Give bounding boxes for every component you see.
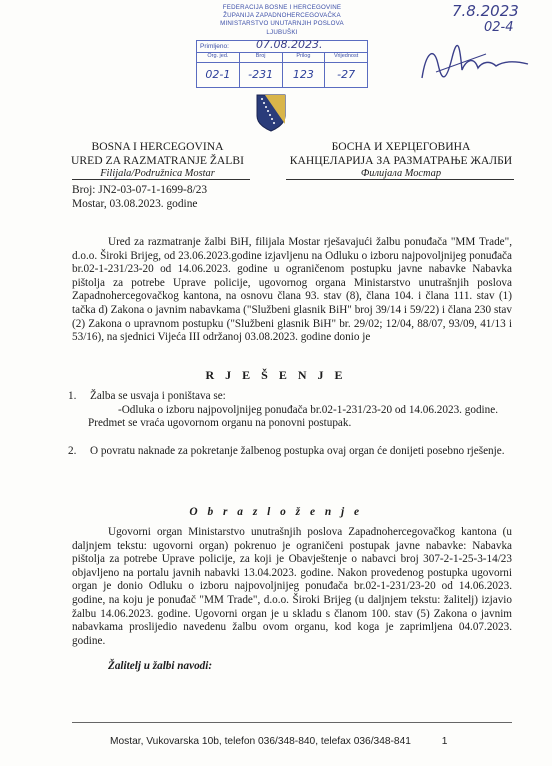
decision-title: R J E Š E N J E [205,368,347,382]
stamp-values [197,62,367,88]
item-number: 1. [68,390,77,402]
page-number: 1 [441,736,448,747]
stamp-line: LJUBUŠKI [266,28,298,36]
stamp-received-date: 07.08.2023. [256,38,323,51]
header-branch: Filijala/Podružnica Mostar [100,168,215,179]
header-branch-cyrillic: Филијала Мостар [360,168,442,179]
intro-paragraph: Ured za razmatranje žalbi BiH, filijala Mostar rješavajući žalbu ponuđača "MM Trade", d.o.o. Široki Brijeg, od 23.06.2023.godine izjavljenu na Odluku o izboru najpovoljnijeg ponuđača br.02-1-231/23-20 od 14.06.2023. godine u ograničenom postupku javne nabavke Nabavka pištolja za potrebe Uprave policije, ugovornog organa Ministarstvo unutrašnjih poslova Zapadnohercegovačkog kantona, na osnovu člana 93. stav (8), člana 104. i člana 111. stav (1) tačka d) Zakona o javnim nabavkama ("Službeni glasnik BiH" broj 39/14 i 59/22) i člana 230 stav (2) Zakona o upravnom postupku ("Službeni glasnik BiH" br. 29/02; 12/04, 88/07, 93/09, 41/13 i 53/16), na sjednici Vijeća III održanoj 03.08.2023. godine donio je [72,236,512,344]
footer-rule [72,722,512,723]
item-text: Žalba se usvaja i poništava se: [90,390,226,402]
stamp-col: Org. jed. [197,53,240,62]
header-office: URED ZA RAZMATRANJE ŽALBI [71,153,244,167]
item-number: 2. [68,444,77,457]
stamp-val: 123 [283,62,326,88]
reasoning-title: O b r a z l o ž e n j e [189,506,363,518]
footer [110,736,510,747]
stamp-header [196,4,368,37]
handwritten-code: 02-4 [484,20,514,35]
handwritten-signature [416,42,536,86]
stamp-line: MINISTARSTVO UNUTARNJIH POSLOVA [220,20,344,28]
document-place-date: Mostar, 03.08.2023. godine [72,197,198,210]
reasoning-paragraph: Ugovorni organ Ministarstvo unutrašnjih poslova Zapadnohercegovačkog kantona (u daljnjem tekstu: ugovorni organ) pokrenuo je ograničeni postupak javne nabavke: Nabavka pištolja za potrebe Uprave policije, za koji je Obavještenje o nabavci broj 307-2-1-25-3-14/23 objavljeno na portalu javnih nabavki 13.04.2023. godine. Nakon provedenog postupka ugovorni organ je donio Odluku o izboru najpovoljnijeg ponuđača br.02-1-231/23-20 od 14.06.2023. godine, na koju je ponuđač "MM Trade", d.o.o. Široki Brijeg (u daljnjem tekstu: žalitelj) izjavio žalbu 14.06.2023. godine. Ugovorni organ je u skladu s članom 100. stav (5) Zakona o javnim nabavkama proslijedio navedenu žalbu ovom organu, kod koga je zaprimljena 04.07.2023. godine. [72,526,512,647]
header-rule-right [286,179,514,180]
footer-address: Mostar, Vukovarska 10b, telefon 036/348-840, telefax 036/348-841 [110,736,411,747]
stamp-col: Vrijednost [333,53,359,59]
header-country-cyrillic: БОСНА И ХЕРЦЕГОВИНА [331,140,471,153]
header-rule-left [72,179,250,180]
stamp-col: Broj [240,53,283,62]
stamp-line: FEDERACIJA BOSNE I HERCEGOVINE [222,4,342,11]
header-office-cyrillic: КАНЦЕЛАРИЈА ЗА РАЗМАТРАЊЕ ЖАЛБИ [289,153,513,167]
header-right [278,140,524,181]
stamp-val: 02-1 [197,62,240,88]
decision-items [68,390,508,458]
decision-item [68,390,508,404]
item-text: O povratu naknade za pokretanje žalbenog postupka ovaj organ će donijeti posebno rješenje. [90,444,505,457]
item-sub: -Odluka o izboru najpovoljnijeg ponuđača br.02-1-231/23-20 od 14.06.2023. godine. [118,403,498,416]
stamp-val: -231 [240,62,283,88]
header-left [55,140,260,181]
decision-item [68,445,508,459]
header-country: BOSNA I HERCEGOVINA [91,140,224,153]
stamp-line: ŽUPANIJA ZAPADNOHERCEGOVAČKA [223,12,341,20]
item-sub: Predmet se vraća ugovornom organu na ponovni postupak. [88,417,352,430]
appellant-heading: Žalitelj u žalbi navodi: [108,660,213,672]
stamp-val: -27 [337,68,356,81]
document-meta [72,184,207,211]
document-number: Broj: JN2-03-07-1-1699-8/23 [72,184,208,196]
stamp-received-label: Primljeno: [200,43,229,50]
handwritten-date: 7.8.2023 [452,2,519,20]
stamp-col: Prilog [283,53,326,62]
coat-of-arms-icon [256,94,286,132]
